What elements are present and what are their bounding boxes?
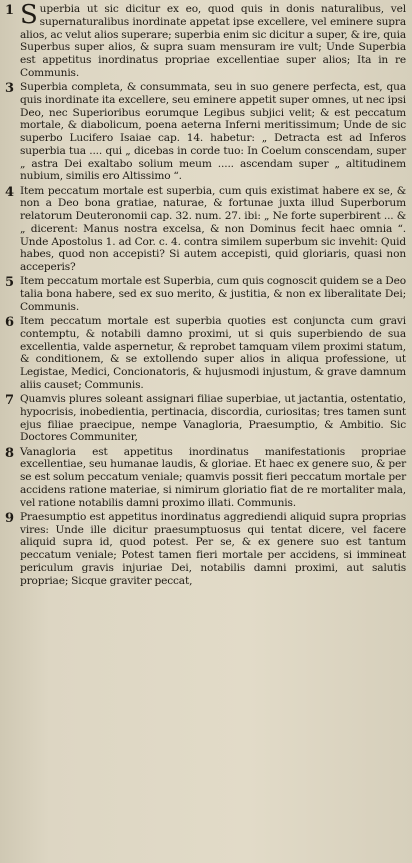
paragraph-number: 9: [5, 510, 15, 526]
paragraph-text: Vanagloria est appetitus inordinatus manifestationis propriae excellentiae, seu humanae laudis, & gloriae. Et haec ex genere suo, & per se est solum peccatum veniale; quamvis possit fieri peccatum mortale per accidens ratione materiae, si nimirum gloriatio fiat de re mortaliter mala, vel ratione notabilis damni proximo illati. Communis.: [20, 445, 406, 509]
paragraph-8: [5, 446, 406, 510]
paragraph-text: Superbia completa, & consummata, seu in suo genere perfecta, est, qua quis inordinate ita excellere, seu eminere appetit super omnes, ut nec ipsi Deo, nec Superioribus eorumque Legibus subjici velit; & est peccatum mortale, & diabolicum, poena aeterna Inferni meritissimum; Unde de sic superbo Lucifero Isaiae cap. 14. habetur: „ Detracta est ad Inferos superbia tua .... qui „ dicebas in corde tuo: In Coelum conscendam, super „ astra Dei exaltabo solium meum ..... ascendam super „ altitudinem nubium, similis ero Altissimo “.: [20, 81, 406, 183]
paragraph-7: [5, 393, 406, 444]
drop-cap: S: [20, 0, 38, 30]
paragraph-number: 4: [5, 184, 15, 200]
paragraph-text: Item peccatum mortale est superbia quoties est conjuncta cum gravi contemptu, & notabili damno proximi, ut si quis superbiendo de sua excellentia, valde aspernetur, & reprobet tamquam vilem proximi statum, & conditionem, & se extollendo super alios in aliqua professione, ut Legistae, Medici, Concionatoris, & hujusmodi injustum, & grave damnum aliis causet; Communis.: [20, 315, 406, 391]
paragraph-6: [5, 315, 406, 392]
paragraph-number: 3: [5, 81, 15, 96]
paragraph-text: Item peccatum mortale est superbia, cum quis existimat habere ex se, & non a Deo bona gratiae, naturae, & fortunae juxta illud Superborum relatorum Deuteronomii cap. 32. num. 27. ibi: „ Ne forte superbirent ... & „ dicerent: Manus nostra excelsa, & non Dominus fecit haec omnia “. Unde Apostolus 1. ad Cor. c. 4. contra similem superbum sic invehit: Quid habes, quod non accepisti? Si autem accepisti, quid gloriaris, quasi non acceperis?: [20, 184, 406, 273]
paragraph-number: 7: [5, 393, 15, 408]
paragraph-4: [5, 185, 406, 274]
paragraph-text: Quamvis plures soleant assignari filiae superbiae, ut jactantia, ostentatio, hypocrisis, inobedientia, pertinacia, discordia, curiositas; tres tamen sunt ejus filiae praecipue, nempe Vanagloria, Praesumptio, & Ambitio. Sic Doctores Communiter,: [20, 393, 406, 444]
paragraph-text: Praesumptio est appetitus inordinatus aggrediendi aliquid supra proprias vires: Unde ille dicitur praesumptuosus qui tentat dicere, vel facere aliquid supra id, quod potest. Per se, & ex genere suo est tantum peccatum veniale; Potest tamen fieri mortale per accidens, si immineat periculum gravis injuriae Dei, notabilis damni proximi, aut salutis propriae; Sicque graviter peccat,: [20, 510, 406, 587]
paragraph-1: [5, 0, 406, 80]
paragraph-3: [5, 81, 406, 183]
paragraph-body: uperbia ut sic dicitur ex eo, quod quis in donis naturalibus, vel supernaturalibus inordinate appetat ipse excellere, vel eminere supra alios, ac velut alios superare; superbia enim sic dicitur a super, & ire, quia Superbus super alios, & supra suam mensuram ire vult; Unde Superbia est appetitus inordinatus propriae excellentiae super alios; Ita in re Communis.: [20, 3, 406, 79]
paragraph-text: Item peccatum mortale est Superbia, cum quis cognoscit quidem se a Deo talia bona habere, sed ex suo merito, & justitia, & non ex liberalitate Dei; Communis.: [20, 275, 406, 313]
paragraph-number: 8: [5, 445, 15, 461]
paragraph-9: [5, 511, 406, 588]
paragraph-number: 1: [5, 3, 15, 18]
paragraph-number: 5: [5, 275, 15, 291]
paragraph-5: [5, 275, 406, 313]
paragraph-number: 6: [5, 315, 15, 330]
paragraph-text: [20, 0, 406, 80]
